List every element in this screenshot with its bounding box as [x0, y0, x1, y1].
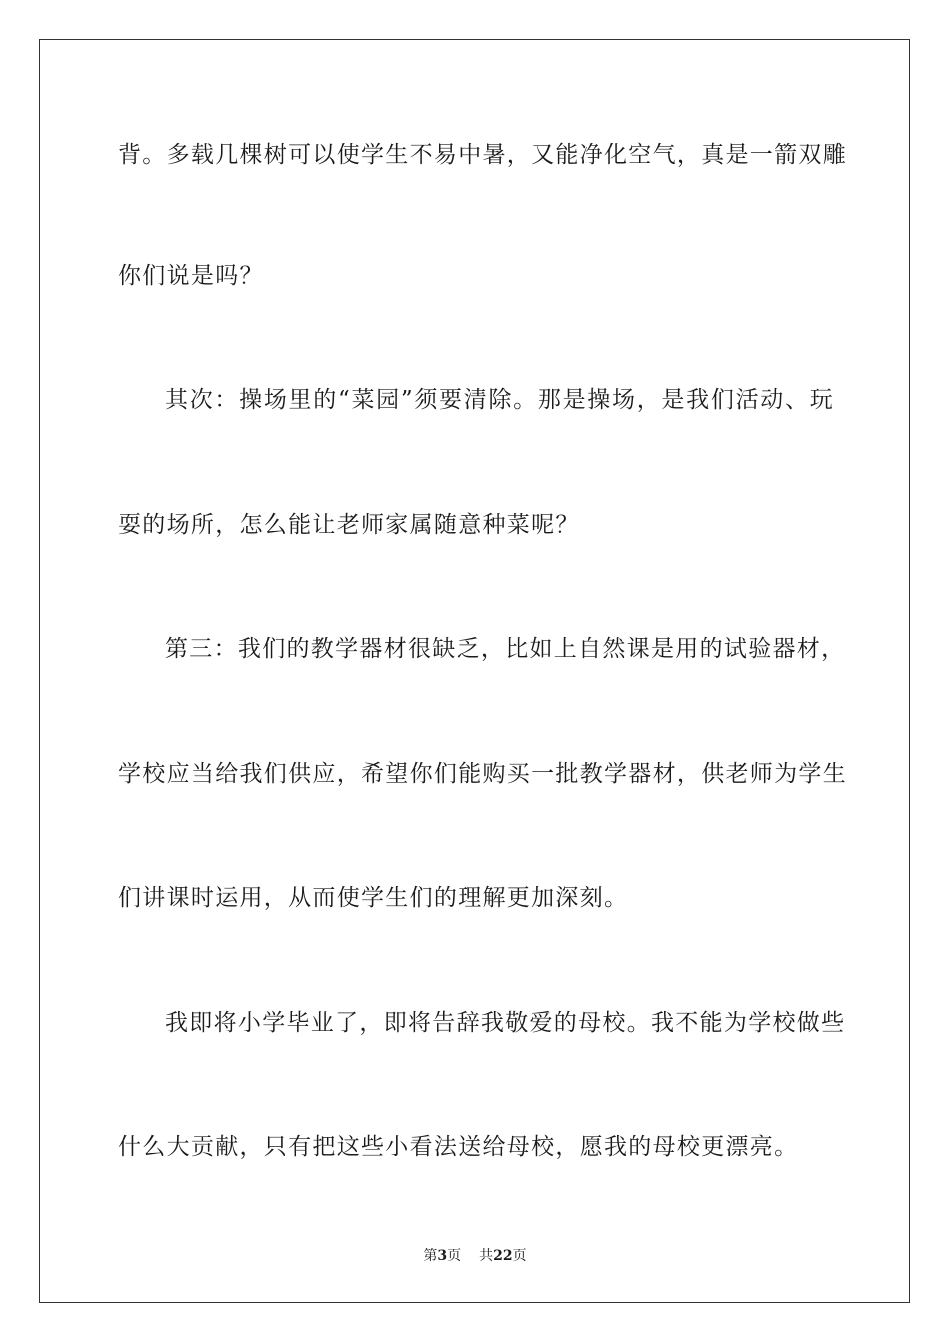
text-line-7: 们讲课时运用，从而使学生们的理解更加深刻。 [118, 885, 629, 911]
text-line-2: 你们说是吗？ [118, 263, 264, 289]
page-number: 3 [437, 1248, 448, 1264]
page-prefix: 第 [423, 1248, 438, 1264]
text-line-3: 其次：操场里的“菜园”须要清除。那是操场，是我们活动、玩 [165, 387, 834, 413]
page-footer [0, 1247, 950, 1265]
text-line-5: 第三：我们的教学器材很缺乏，比如上自然课是用的试验器材， [165, 636, 846, 662]
total-number: 22 [493, 1248, 513, 1264]
text-line-4: 耍的场所，怎么能让老师家属随意种菜呢？ [118, 512, 580, 538]
total-suffix: 页 [512, 1248, 527, 1264]
page-border [39, 39, 910, 1303]
text-line-1: 背。多载几棵树可以使学生不易中暑，又能净化空气，真是一箭双雕 [118, 142, 847, 168]
page-suffix: 页 [447, 1248, 462, 1264]
total-prefix: 共 [479, 1248, 494, 1264]
text-line-8: 我即将小学毕业了，即将告辞我敬爱的母校。我不能为学校做些 [165, 1010, 846, 1036]
text-line-6: 学校应当给我们供应，希望你们能购买一批教学器材，供老师为学生 [118, 761, 847, 787]
text-line-9: 什么大贡献，只有把这些小看法送给母校，愿我的母校更漂亮。 [118, 1134, 799, 1160]
